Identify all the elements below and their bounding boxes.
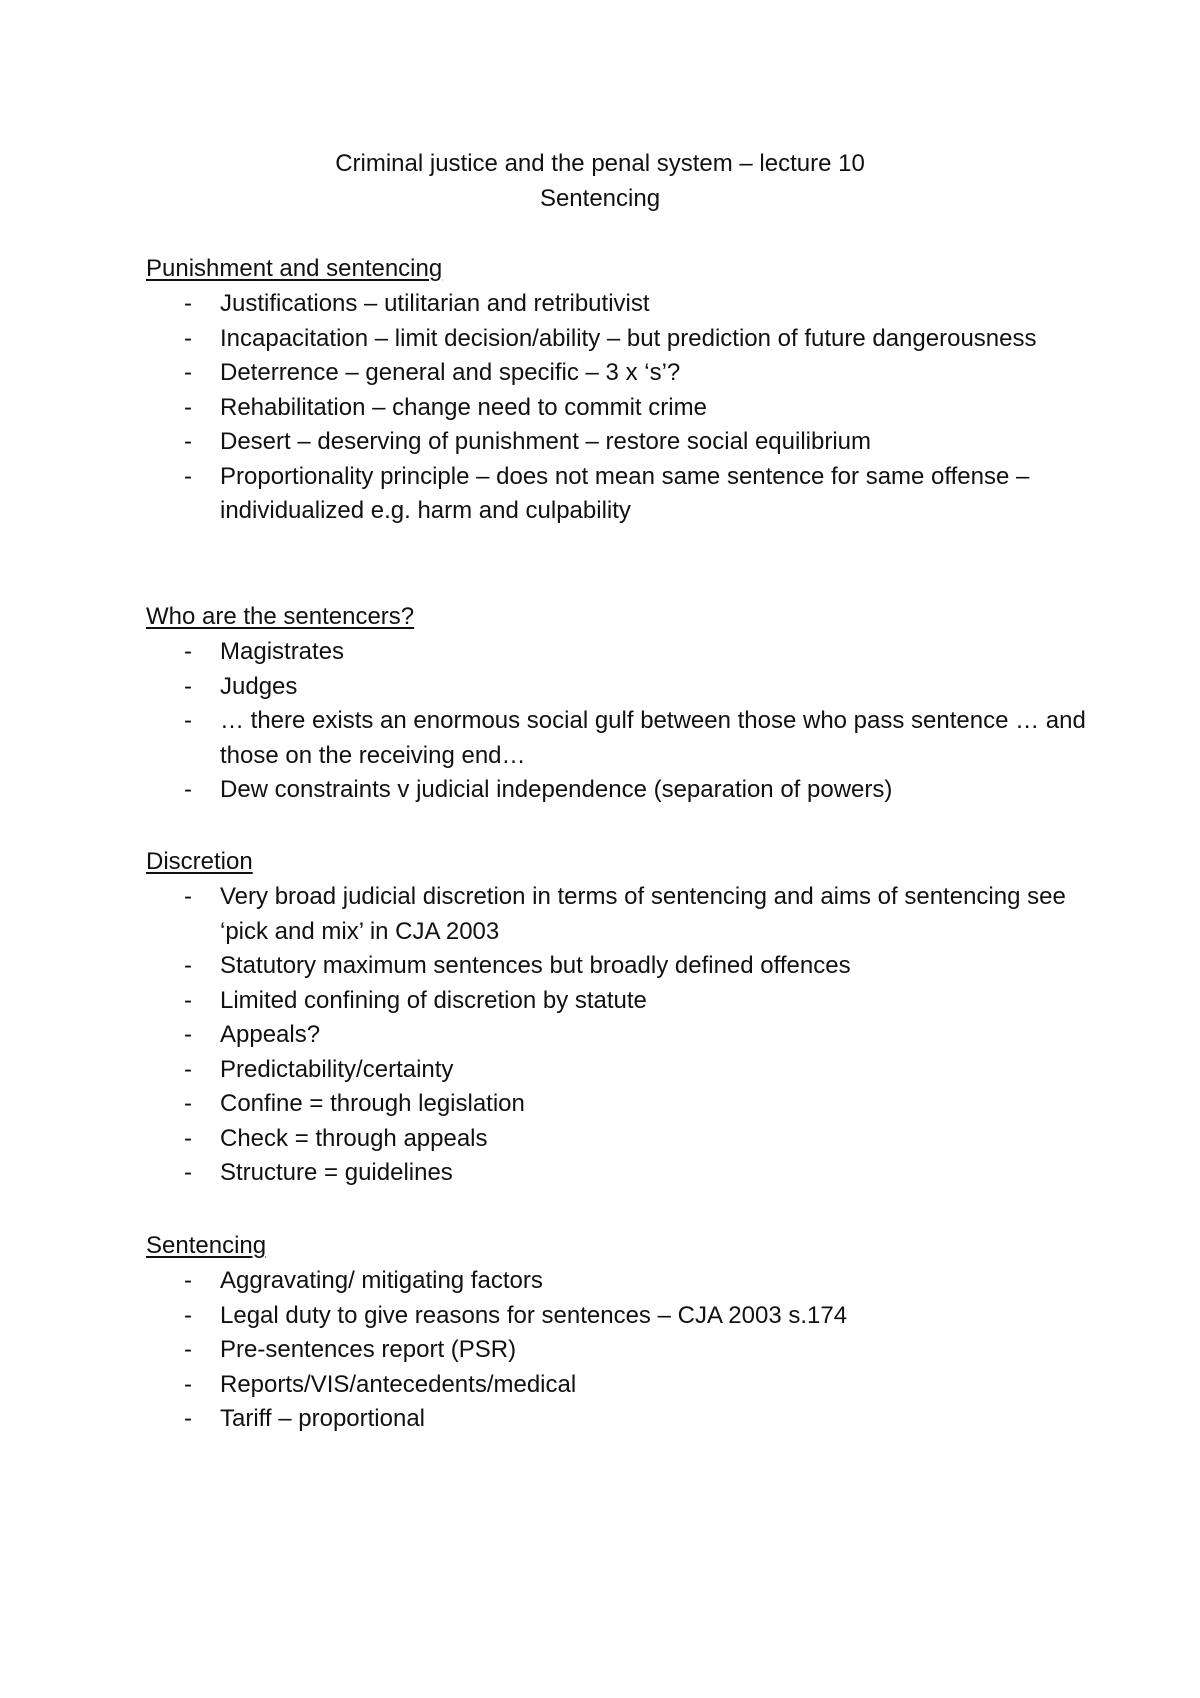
list-item-text: Reports/VIS/antecedents/medical bbox=[220, 1370, 577, 1398]
list-item-text: Magistrates bbox=[220, 638, 345, 665]
bullet-list bbox=[146, 880, 1106, 1191]
bullet-dash: - bbox=[184, 324, 192, 352]
list-item-text: Limited confining of discretion by statute bbox=[220, 986, 647, 1014]
bullet-dash: - bbox=[184, 428, 192, 455]
list-item-text: Very broad judicial discretion in terms of sentencing and aims of sentencing see ‘pick and mix’ in CJA 2003 bbox=[220, 883, 1066, 945]
list-item bbox=[146, 1087, 1106, 1122]
list-item-text: Legal duty to give reasons for sentences – CJA 2003 s.174 bbox=[220, 1301, 848, 1329]
bullet-dash: - bbox=[184, 1124, 192, 1152]
list-item-text: Incapacitation – limit decision/ability – but prediction of future dangerousness bbox=[220, 324, 1037, 352]
section-punishment-and-sentencing bbox=[146, 252, 1106, 529]
list-item-text: Judges bbox=[220, 672, 298, 700]
bullet-dash: - bbox=[184, 1090, 192, 1117]
list-item bbox=[146, 984, 1106, 1019]
list-item bbox=[146, 1053, 1106, 1088]
list-item-text: Structure = guidelines bbox=[220, 1159, 453, 1186]
bullet-dash: - bbox=[184, 1159, 192, 1186]
bullet-dash: - bbox=[184, 776, 192, 803]
section-heading: Sentencing bbox=[146, 1232, 267, 1259]
list-item bbox=[146, 425, 1106, 460]
list-item bbox=[146, 391, 1106, 426]
bullet-dash: - bbox=[184, 672, 192, 700]
bullet-list bbox=[146, 635, 1106, 808]
list-item bbox=[146, 773, 1106, 808]
bullet-dash: - bbox=[184, 638, 192, 665]
bullet-dash: - bbox=[184, 359, 192, 386]
list-item-text: Rehabilitation – change need to commit crime bbox=[220, 393, 707, 421]
section-heading: Punishment and sentencing bbox=[146, 255, 443, 282]
section-heading: Who are the sentencers? bbox=[146, 603, 415, 630]
list-item bbox=[146, 1018, 1106, 1053]
list-item-text: Pre-sentences report (PSR) bbox=[220, 1336, 517, 1363]
list-item bbox=[146, 1299, 1106, 1334]
bullet-dash: - bbox=[184, 393, 192, 421]
bullet-dash: - bbox=[184, 1336, 192, 1363]
section-who-are-the-sentencers bbox=[146, 600, 1106, 808]
list-item bbox=[146, 670, 1106, 705]
bullet-dash: - bbox=[184, 290, 192, 317]
list-item-text: … there exists an enormous social gulf between those who pass sentence … and those on the receiving end… bbox=[220, 707, 1086, 769]
bullet-dash: - bbox=[184, 462, 192, 490]
bullet-dash: - bbox=[184, 1055, 192, 1083]
list-item bbox=[146, 287, 1106, 322]
bullet-list bbox=[146, 287, 1106, 529]
list-item-text: Tariff – proportional bbox=[220, 1405, 426, 1432]
bullet-dash: - bbox=[184, 1370, 192, 1398]
list-item-text: Statutory maximum sentences but broadly defined offences bbox=[220, 952, 851, 979]
list-item bbox=[146, 1122, 1106, 1157]
list-item bbox=[146, 1264, 1106, 1299]
document-title: Criminal justice and the penal system – lecture 10 bbox=[335, 150, 865, 177]
bullet-dash: - bbox=[184, 986, 192, 1014]
list-item bbox=[146, 1333, 1106, 1368]
list-item-text: Check = through appeals bbox=[220, 1124, 488, 1152]
list-item bbox=[146, 460, 1106, 529]
list-item bbox=[146, 1402, 1106, 1437]
document-subtitle: Sentencing bbox=[539, 185, 661, 212]
list-item bbox=[146, 356, 1106, 391]
bullet-list bbox=[146, 1264, 1106, 1437]
list-item-text: Dew constraints v judicial independence (separation of powers) bbox=[220, 776, 893, 803]
list-item bbox=[146, 635, 1106, 670]
section-sentencing bbox=[146, 1229, 1106, 1437]
list-item-text: Justifications – utilitarian and retributivist bbox=[220, 290, 650, 317]
section-discretion bbox=[146, 845, 1106, 1191]
list-item bbox=[146, 880, 1106, 949]
list-item-text: Desert – deserving of punishment – restore social equilibrium bbox=[220, 428, 871, 455]
section-heading: Discretion bbox=[146, 848, 253, 875]
list-item bbox=[146, 704, 1106, 773]
list-item bbox=[146, 949, 1106, 984]
list-item-text: Confine = through legislation bbox=[220, 1090, 525, 1117]
list-item bbox=[146, 322, 1106, 357]
list-item-text: Aggravating/ mitigating factors bbox=[220, 1267, 543, 1294]
list-item bbox=[146, 1156, 1106, 1191]
bullet-dash: - bbox=[184, 1267, 192, 1294]
list-item-text: Predictability/certainty bbox=[220, 1055, 454, 1083]
list-item-text: Appeals? bbox=[220, 1021, 321, 1048]
list-item-text: Proportionality principle – does not mean same sentence for same offense – individualized e.g. harm and culpability bbox=[220, 462, 1030, 524]
bullet-dash: - bbox=[184, 883, 192, 910]
bullet-dash: - bbox=[184, 1021, 192, 1048]
list-item bbox=[146, 1368, 1106, 1403]
bullet-dash: - bbox=[184, 1301, 192, 1329]
bullet-dash: - bbox=[184, 707, 192, 734]
list-item-text: Deterrence – general and specific – 3 x ‘s’? bbox=[220, 359, 681, 386]
bullet-dash: - bbox=[184, 1405, 192, 1432]
bullet-dash: - bbox=[184, 952, 192, 979]
